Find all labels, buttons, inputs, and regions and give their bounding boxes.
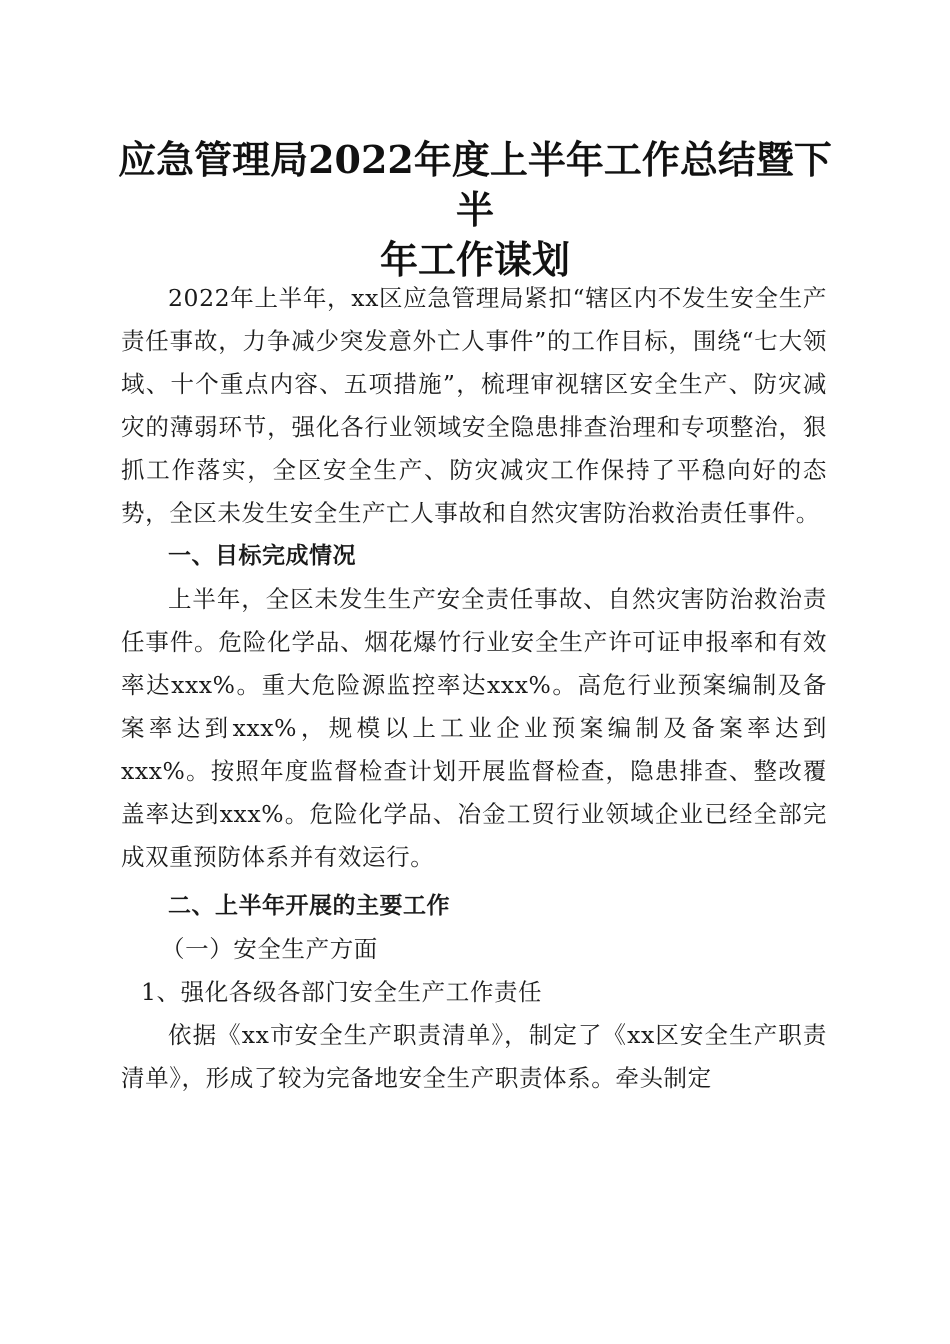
section-1-heading: 一、目标完成情况 (168, 543, 356, 569)
section-2-heading: 二、上半年开展的主要工作 (168, 893, 450, 919)
section-1-paragraph: 上半年，全区未发生生产安全责任事故、自然灾害防治救治责任事件。危险化学品、烟花爆竹行业安全生产许可证申报率和有效率达xxx%。重大危险源监控率达xxx%。高危行业预案编制及备案率达到xxx%，规模以上工业企业预案编制及备案率达到xxx%。按照年度监督检查计划开展监督检查，隐患排查、整改覆盖率达到xxx%。危险化学品、冶金工贸行业领域企业已经全部完成双重预防体系并有效运行。 (121, 585, 827, 871)
document-title (110, 135, 840, 285)
title-line-1: 应急管理局2022年度上半年工作总结暨下半 (118, 137, 832, 232)
section-2-paragraph: 依据《xx市安全生产职责清单》，制定了《xx区安全生产职责清单》，形成了较为完备地安全生产职责体系。牵头制定 (121, 1021, 827, 1092)
document-body (121, 277, 827, 1100)
section-2-subheading: （一）安全生产方面 (161, 935, 378, 963)
title-line-2: 年工作谋划 (379, 237, 570, 282)
intro-paragraph: 2022年上半年，xx区应急管理局紧扣“辖区内不发生安全生产责任事故，力争减少突发意外亡人事件”的工作目标，围绕“七大领域、十个重点内容、五项措施”，梳理审视辖区安全生产、防灾减灾的薄弱环节，强化各行业领域安全隐患排查治理和专项整治，狠抓工作落实，全区安全生产、防灾减灾工作保持了平稳向好的态势，全区未发生安全生产亡人事故和自然灾害防治救治责任事件。 (121, 284, 827, 527)
section-2-item-1: 1、强化各级各部门安全生产工作责任 (141, 978, 543, 1006)
